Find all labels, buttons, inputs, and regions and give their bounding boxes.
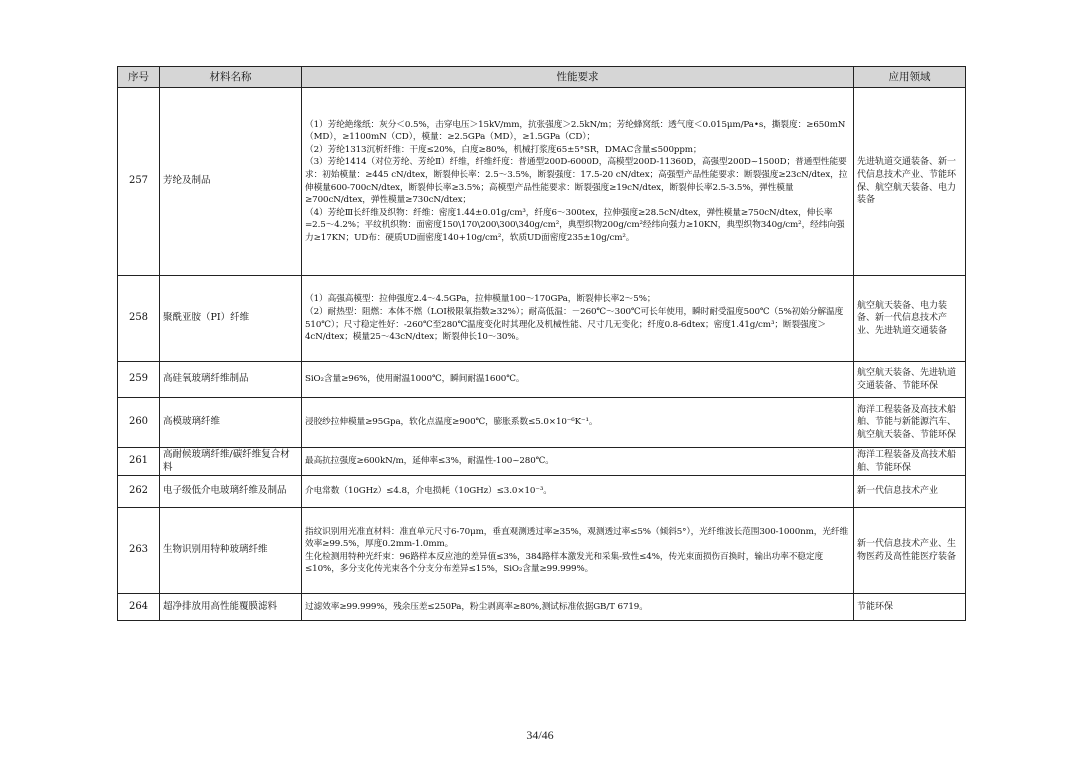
performance-line: （1）高强高模型：拉伸强度2.4～4.5GPa，拉伸模量100～170GPa，断裂伸长率2～5%； (305, 294, 656, 305)
page-number: 34/46 (526, 728, 554, 742)
row-performance (302, 398, 854, 448)
row-performance (302, 476, 854, 508)
row-application: 航空航天装备、先进轨道交通装备、节能环保 (854, 362, 966, 398)
performance-line: 生化检测用特种光纤束：96路样本反应池的差异值≤3%，384路样本激发光和采集-致性≤4%，传光束面损伤百换时，输出功率不稳定度≤10%，多分支化传光束各个分支分布差异≤15%，SiO₂含量≥99.999%。 (305, 551, 824, 575)
row-seq: 259 (118, 362, 160, 398)
performance-line: 介电常数（10GHz）≤4.8，介电损耗（10GHz）≤3.0×10⁻³。 (305, 486, 552, 497)
row-seq: 263 (118, 508, 160, 594)
table-row (118, 362, 966, 398)
table-row (118, 448, 966, 476)
table-row (118, 476, 966, 508)
row-seq: 262 (118, 476, 160, 508)
materials-table (117, 66, 966, 621)
performance-line: （2）芳纶1313沉析纤维：干度≤20%，白度≥80%，机械打浆度65±5°SR，DMAC含量≤500ppm； (305, 144, 702, 155)
table-row (118, 594, 966, 621)
table-row (118, 398, 966, 448)
row-performance (302, 594, 854, 621)
row-performance (302, 88, 854, 276)
row-performance (302, 508, 854, 594)
row-application: 先进轨道交通装备、新一代信息技术产业、节能环保、航空航天装备、电力装备 (854, 88, 966, 276)
performance-line: 指纹识别用光准直材料：准直单元尺寸6-70μm，垂直观测透过率≥35%，观测透过率≤5%（倾斜5°），光纤维波长范围300-1000nm，光纤维效率≥99.5%，厚度0.2mm-1.0mm。 (305, 526, 849, 550)
row-performance (302, 276, 854, 362)
row-application: 新一代信息技术产业 (854, 476, 966, 508)
row-application: 航空航天装备、电力装备、新一代信息技术产业、先进轨道交通装备 (854, 276, 966, 362)
header-app: 应用领域 (854, 67, 966, 88)
row-seq: 260 (118, 398, 160, 448)
performance-line: 过滤效率≥99.999%，残余压差≤250Pa，粉尘剥离率≥80%,测试标准依据GB/T 6719。 (305, 601, 648, 612)
performance-line: （4）芳纶Ⅲ长纤维及织物：纤维：密度1.44±0.01g/cm³，纤度6～300tex，拉伸强度≥28.5cN/dtex，弹性模量≥750cN/dtex，伸长率=2.5～4.2%；平纹机织物：面密度150\170\200\300\340g/cm²，典型织物200g/cm²经纬向强力≥10KN，典型织物340g/cm²，经纬向强力≥17KN；UD布：硬质UD面密度140+10g/cm²，软质UD面密度235±10g/cm²。 (305, 207, 845, 243)
row-seq: 264 (118, 594, 160, 621)
header-perf: 性能要求 (302, 67, 854, 88)
performance-line: （3）芳纶1414（对位芳纶、芳纶Ⅱ）纤维，纤维纤度：普通型200D-6000D，高模型200D-11360D，高强型200D~1500D；普通型性能要求：初始模量：≥445 cN/dtex，断裂伸长率：2.5～3.5%，断裂强度：17.5-20 cN/dtex；高强型产品性能要求：断裂强度≥23cN/dtex，拉伸模量600-700cN/dtex，断裂伸长率≥3.5%；高模型产品性能要求：断裂强度≥19cN/dtex，断裂伸长率2.5-3.5%，弹性模量≥700cN/dtex，弹性模量≥730cN/dtex； (305, 157, 848, 206)
row-application: 新一代信息技术产业、生物医药及高性能医疗装备 (854, 508, 966, 594)
performance-line: SiO₂含量≥96%，使用耐温1000℃，瞬间耐温1600℃。 (305, 374, 525, 385)
row-seq: 258 (118, 276, 160, 362)
header-name: 材料名称 (160, 67, 302, 88)
table-row (118, 276, 966, 362)
row-material-name: 高模玻璃纤维 (160, 398, 302, 448)
row-performance (302, 448, 854, 476)
table-row (118, 88, 966, 276)
row-application: 海洋工程装备及高技术船舶、节能与新能源汽车、航空航天装备、节能环保 (854, 398, 966, 448)
table-row (118, 508, 966, 594)
row-application: 海洋工程装备及高技术船舶、节能环保 (854, 448, 966, 476)
table-header-row (118, 67, 966, 88)
row-material-name: 芳纶及制品 (160, 88, 302, 276)
row-material-name: 电子级低介电玻璃纤维及制品 (160, 476, 302, 508)
row-material-name: 超净排放用高性能覆膜滤料 (160, 594, 302, 621)
row-material-name: 高耐候玻璃纤维/碳纤维复合材料 (160, 448, 302, 476)
performance-line: 最高抗拉强度≥600kN/m，延伸率≤3%，耐温性-100~280℃。 (305, 456, 554, 467)
row-application: 节能环保 (854, 594, 966, 621)
row-material-name: 高硅氧玻璃纤维制品 (160, 362, 302, 398)
row-material-name: 生物识别用特种玻璃纤维 (160, 508, 302, 594)
row-seq: 261 (118, 448, 160, 476)
performance-line: 浸胶纱拉伸模量≥95Gpa，软化点温度≥900℃，膨胀系数≤5.0×10⁻⁶K⁻¹。 (305, 417, 598, 428)
performance-line: （1）芳纶絶缘纸：灰分＜0.5%，击穿电压＞15kV/mm，抗张强度＞2.5kN/m；芳纶蜂窝纸：透气度＜0.015μm/Pa•s，撕裂度：≥650mN（MD），≥1100mN（CD），模量：≥2.5GPa（MD），≥1.5GPa（CD）； (305, 119, 846, 143)
performance-line: （2）耐热型：阻燃：本体不燃（LOI极限氧指数≥32%）；耐高低温：－260℃～300℃可长年使用，瞬时耐受温度500℃（5%初始分解温度510℃）；尺寸稳定性好：-260℃至280℃温度变化时其理化及机械性能、尺寸几无变化；纤度0.8-6dtex；密度1.41g/cm³；断裂强度＞4cN/dtex；模量25～43cN/dtex；断裂伸长10～30%。 (305, 306, 844, 343)
header-seq: 序号 (118, 67, 160, 88)
row-material-name: 聚酰亚胺（PI）纤维 (160, 276, 302, 362)
row-seq: 257 (118, 88, 160, 276)
row-performance (302, 362, 854, 398)
